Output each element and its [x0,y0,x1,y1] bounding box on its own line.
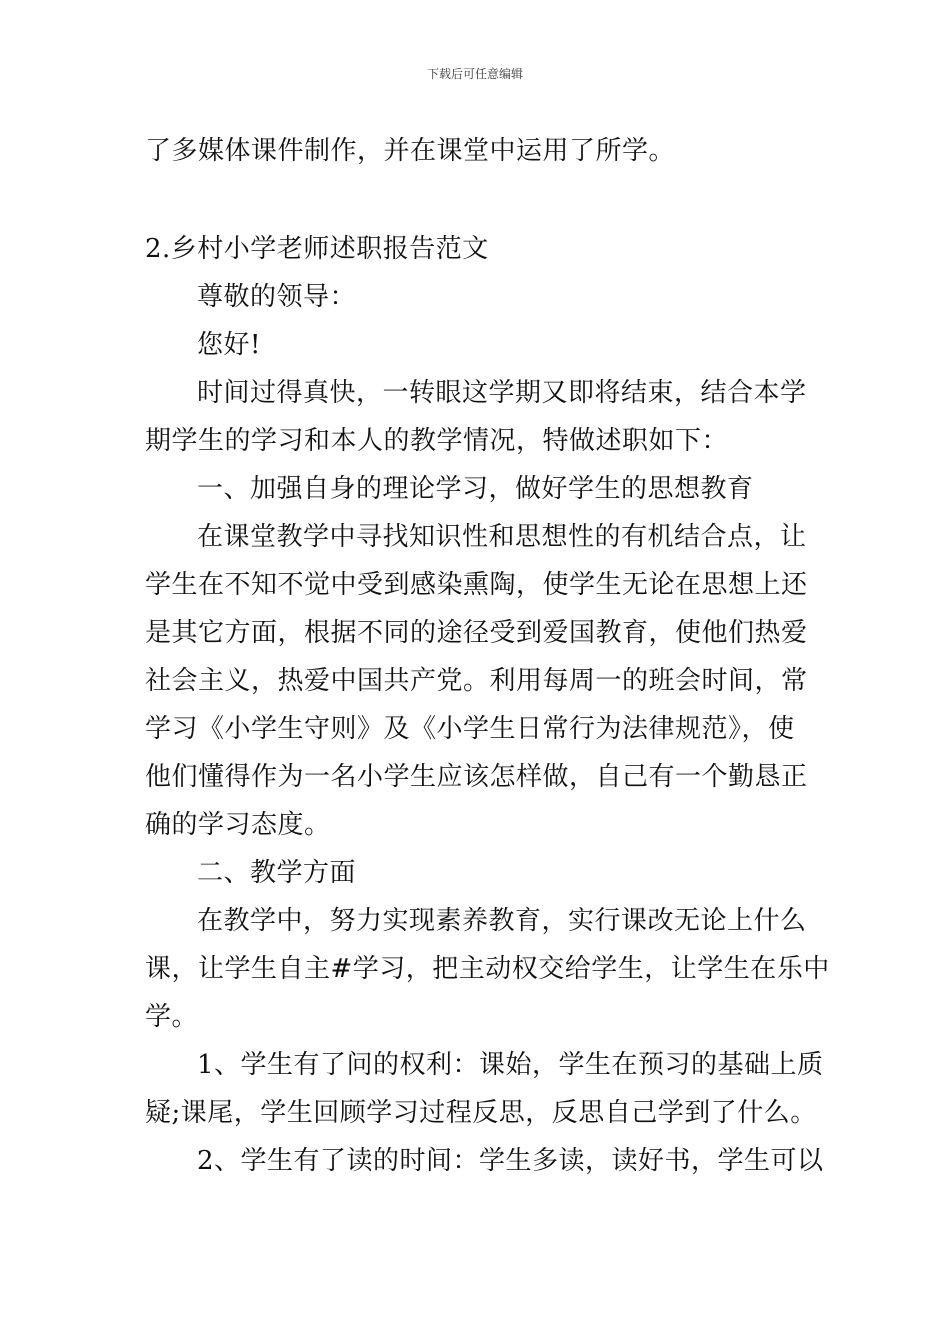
paragraph-gap [145,175,810,225]
document-body [145,127,830,1185]
paragraph-line: 疑;课尾，学生回顾学习过程反思，反思自己学到了什么。 [145,1098,817,1128]
subsection-heading: 二、教学方面 [197,858,357,888]
salutation: 尊敬的领导： [197,282,357,312]
paragraph-line: 1、学生有了问的权利：课始，学生在预习的基础上质 [197,1050,824,1080]
page-header: 下载后可任意编辑 [426,67,523,81]
greeting: 您好! [197,330,261,360]
paragraph-line: 他们懂得作为一名小学生应该怎样做，自己有一个勤恳正 [145,762,808,792]
paragraph-line: 2、学生有了读的时间：学生多读，读好书，学生可以 [197,1146,824,1176]
paragraph-line: 是其它方面，根据不同的途径受到爱国教育，使他们热爱 [145,618,808,648]
paragraph-line: 期学生的学习和本人的教学情况，特做述职如下： [145,426,729,456]
paragraph-line: 社会主义，热爱中国共产党。利用每周一的班会时间，常 [145,666,808,696]
paragraph-line: 学习《小学生守则》及《小学生日常行为法律规范》，使 [145,714,795,744]
paragraph-line: 学。 [145,1002,199,1032]
paragraph-line: 课，让学生自主#学习，把主动权交给学生，让学生在乐中 [145,954,830,984]
paragraph-line: 学生在不知不觉中受到感染熏陶，使学生无论在思想上还 [145,570,808,600]
subsection-heading: 一、加强自身的理论学习，做好学生的思想教育 [197,474,754,504]
paragraph-line: 在教学中，努力实现素养教育，实行课改无论上什么 [197,906,807,936]
paragraph-line: 确的学习态度。 [145,810,331,840]
paragraph-line: 时间过得真快，一转眼这学期又即将结束，结合本学 [197,378,807,408]
paragraph-line: 了多媒体课件制作，并在课堂中运用了所学。 [145,136,676,166]
section-title: 2.乡村小学老师述职报告范文 [145,234,489,264]
paragraph-line: 在课堂教学中寻找知识性和思想性的有机结合点，让 [197,522,807,552]
